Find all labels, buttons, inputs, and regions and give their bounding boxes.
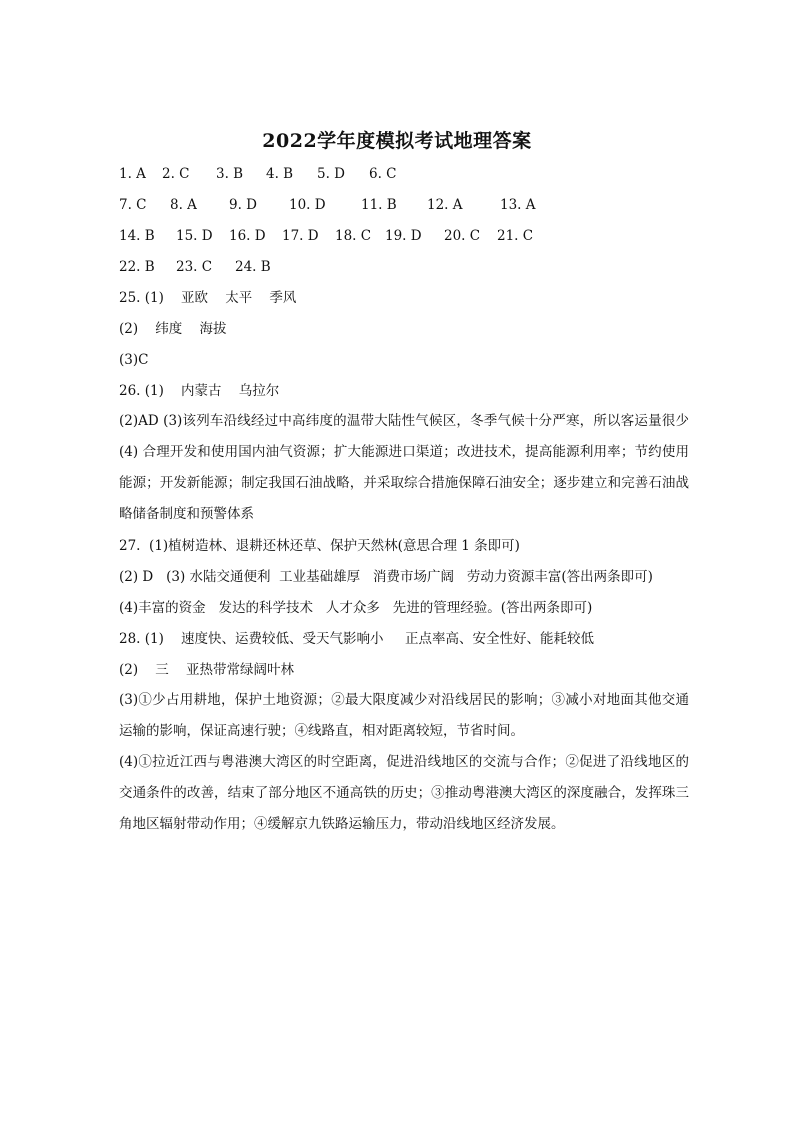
choice-answer: 2. C — [162, 166, 190, 182]
choice-answer: 20. C — [444, 228, 481, 244]
choice-answer: 17. D — [282, 228, 319, 244]
choice-answer: 15. D — [176, 228, 213, 244]
q26-part2-4: (2)AD (3)该列车沿线经过中高纬度的温带大陆性气候区，冬季气候十分严寒，所以客运量很少 (4) 合理开发和使用国内油气资源；扩大能源进口渠道；改进技术，提高能源利用率；节约使用能源；开发新能源；制定我国石油战略，并采取综合措施保障石油安全；逐步建立和完善石油战略储备制度和预警体系 — [119, 413, 689, 522]
choice-answer: 10. D — [289, 197, 326, 213]
q25-part2: (2) 纬度 海拔 — [119, 321, 227, 337]
q28-part1: 28. (1) 速度快、运费较低、受天气影响小 正点率高、安全性好、能耗较低 — [119, 631, 595, 647]
q28-part2: (2) 三 亚热带常绿阔叶林 — [119, 662, 294, 678]
choice-answer: 14. B — [119, 228, 155, 244]
choice-answer: 11. B — [361, 197, 397, 213]
choice-row-4 — [119, 255, 689, 286]
choice-answer: 16. D — [229, 228, 266, 244]
choice-answer: 6. C — [369, 166, 397, 182]
q27-part1: 27. (1)植树造林、退耕还林还草、保护天然林(意思合理 1 条即可) — [119, 538, 520, 554]
choice-row-1 — [119, 162, 689, 193]
page-title: 2022学年度模拟考试地理答案 — [262, 130, 532, 152]
q28-part3: (3)①少占用耕地，保护土地资源；②最大限度减少对沿线居民的影响；③减小对地面其他交通运输的影响，保证高速行驶；④线路直，相对距离较短，节省时间。 — [119, 692, 689, 739]
choice-answer: 5. D — [317, 166, 345, 182]
q27-part4: (4)丰富的资金 发达的科学技术 人才众多 先进的管理经验。(答出两条即可) — [119, 600, 593, 616]
choice-answer: 23. C — [176, 259, 213, 275]
choice-row-3 — [119, 224, 689, 255]
choice-answer: 24. B — [235, 259, 271, 275]
choice-answer: 8. A — [170, 197, 197, 213]
choice-answer: 22. B — [119, 259, 155, 275]
choice-answer: 7. C — [119, 197, 147, 213]
choice-answer: 19. D — [385, 228, 422, 244]
choice-row-2 — [119, 193, 689, 224]
choice-answer: 4. B — [266, 166, 294, 182]
answer-content — [119, 162, 689, 840]
q28-part4: (4)①拉近江西与粤港澳大湾区的时空距离，促进沿线地区的交流与合作；②促进了沿线地区的交通条件的改善，结束了部分地区不通高铁的历史；③推动粤港澳大湾区的深度融合，发挥珠三角地区辐射带动作用；④缓解京九铁路运输压力，带动沿线地区经济发展。 — [119, 754, 689, 832]
q25-part3: (3)C — [119, 352, 149, 368]
choice-answer: 1. A — [119, 166, 146, 182]
q25-part1: 25. (1) 亚欧 太平 季风 — [119, 290, 297, 306]
choice-answer: 21. C — [497, 228, 534, 244]
choice-answer: 18. C — [335, 228, 372, 244]
choice-answer: 12. A — [427, 197, 463, 213]
q26-part1: 26. (1) 内蒙古 乌拉尔 — [119, 383, 280, 399]
q27-part2-3: (2) D (3) 水陆交通便利 工业基础雄厚 消费市场广阔 劳动力资源丰富(答出两条即可) — [119, 569, 653, 585]
choice-answer: 9. D — [229, 197, 257, 213]
choice-answer: 13. A — [500, 197, 536, 213]
choice-answer: 3. B — [216, 166, 244, 182]
